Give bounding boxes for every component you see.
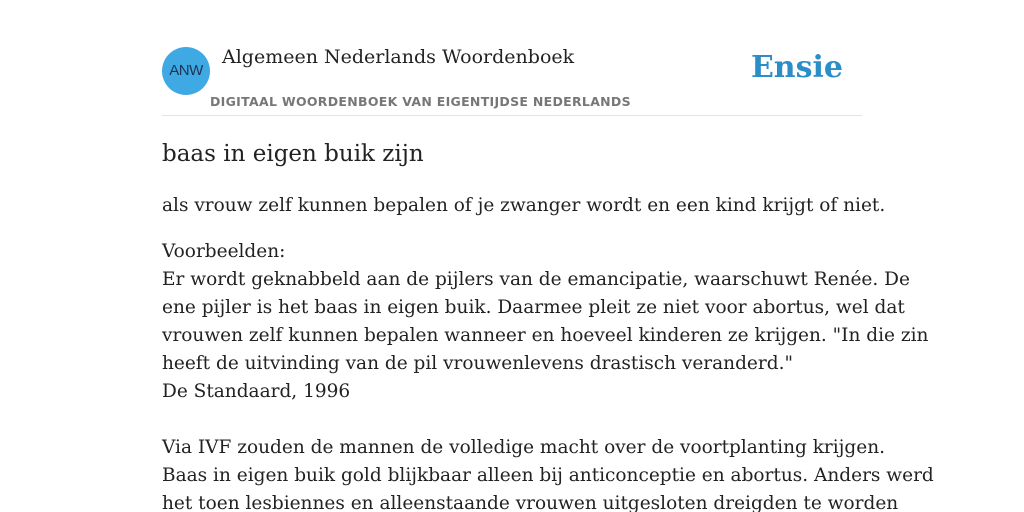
example-line: Via IVF zouden de mannen de volledige macht over de voortplanting krijgen. xyxy=(162,437,886,458)
site-header xyxy=(162,0,862,116)
examples-label: Voorbeelden: xyxy=(162,241,286,262)
example-line: Baas in eigen buik gold blijkbaar alleen bij anticonceptie en abortus. Anders werd xyxy=(162,465,934,486)
example-separator xyxy=(162,406,862,434)
ensie-logo[interactable]: Ensie xyxy=(750,50,843,85)
example-line: heeft de uitvinding van de pil vrouwenlevens drastisch veranderd." xyxy=(162,353,793,374)
example-item xyxy=(162,434,934,512)
entry-definition: als vrouw zelf kunnen bepalen of je zwanger wordt en een kind krijgt of niet. xyxy=(162,195,886,216)
entry-headword: baas in eigen buik zijn xyxy=(162,141,424,167)
entry-content xyxy=(162,138,934,512)
site-subtitle: DIGITAAL WOORDENBOEK VAN EIGENTIJDSE NEDERLANDS xyxy=(210,94,631,109)
example-line: ene pijler is het baas in eigen buik. Daarmee pleit ze niet voor abortus, wel dat xyxy=(162,297,905,318)
example-line: het toen lesbiennes en alleenstaande vrouwen uitgesloten dreigden te worden xyxy=(162,493,899,512)
anw-logo[interactable]: ANW xyxy=(162,47,210,95)
example-line: vrouwen zelf kunnen bepalen wanneer en hoeveel kinderen ze krijgen. "In die zin xyxy=(162,325,929,346)
example-line: Er wordt geknabbeld aan de pijlers van de emancipatie, waarschuwt Renée. De xyxy=(162,269,910,290)
example-item xyxy=(162,266,929,406)
example-source: De Standaard, 1996 xyxy=(162,381,351,402)
examples-section xyxy=(162,238,934,512)
site-title[interactable]: Algemeen Nederlands Woordenboek xyxy=(222,46,575,68)
